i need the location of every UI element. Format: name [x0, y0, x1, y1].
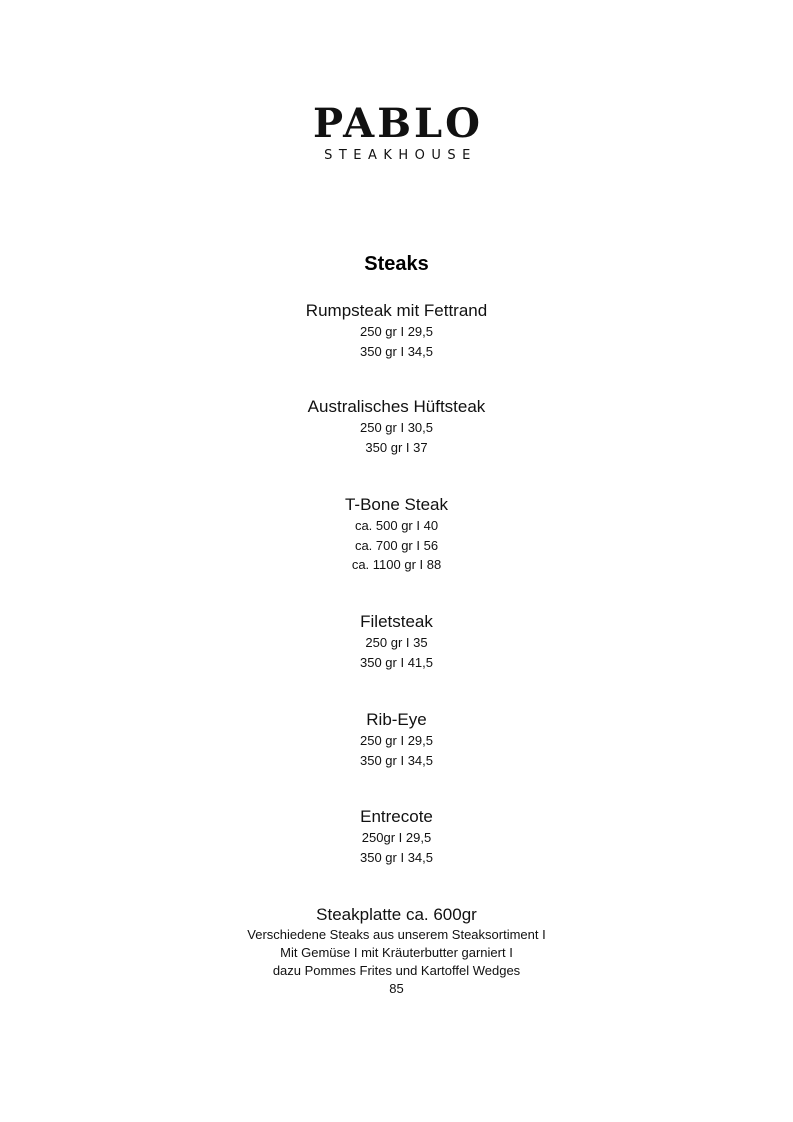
menu-item-description: Verschiedene Steaks aus unserem Steaksortiment I — [247, 927, 546, 942]
menu-item-price: 350 gr I 37 — [365, 439, 428, 455]
menu-item-price: ca. 500 gr I 40 — [354, 518, 439, 533]
menu-item-name: Entrecote — [360, 807, 433, 826]
menu-item-price: 350 gr I 34,5 — [360, 849, 433, 865]
menu-item-price: 250 gr I 29,5 — [360, 324, 433, 339]
logo-tagline: STEAKHOUSE — [324, 148, 477, 163]
menu-item-price: ca. 1100 gr I 88 — [351, 557, 442, 572]
logo-name: PABLO — [313, 100, 483, 147]
menu-item-price: 250 gr I 29,5 — [360, 733, 433, 748]
menu-item-name: Australisches Hüftsteak — [307, 397, 486, 416]
logo — [0, 102, 793, 164]
menu-item-price: 350 gr I 34,5 — [360, 343, 433, 359]
section-title: Steaks — [364, 253, 429, 275]
menu-item-price: 250 gr I 30,5 — [360, 420, 433, 435]
menu-item-filetsteak — [0, 611, 793, 672]
menu-item-t-bone — [0, 494, 793, 575]
menu-item-rumpsteak — [0, 300, 793, 361]
menu-item-description: dazu Pommes Frites und Kartoffel Wedges — [272, 963, 521, 978]
menu-item-price: 350 gr I 34,5 — [360, 752, 433, 768]
menu-item-name: Steakplatte ca. 600gr — [316, 905, 477, 924]
menu-item-name: Rumpsteak mit Fettrand — [305, 301, 488, 320]
menu-item-description: Mit Gemüse I mit Kräuterbutter garniert I — [280, 945, 513, 960]
menu-item-price: 85 — [389, 981, 404, 996]
menu-item-price: 350 gr I 41,5 — [360, 654, 433, 670]
menu-item-price: 250 gr I 35 — [365, 635, 428, 650]
menu-item-entrecote — [0, 806, 793, 867]
menu-item-price: ca. 700 gr I 56 — [354, 537, 439, 553]
menu-item-rib-eye — [0, 709, 793, 770]
menu-item-name: Rib-Eye — [366, 710, 427, 729]
menu-item-hueftsteak — [0, 396, 793, 457]
menu-item-name: T-Bone Steak — [344, 495, 448, 514]
menu-item-price: 250gr I 29,5 — [361, 830, 432, 845]
menu-item-steakplatte — [0, 904, 793, 998]
menu-item-name: Filetsteak — [360, 612, 433, 631]
